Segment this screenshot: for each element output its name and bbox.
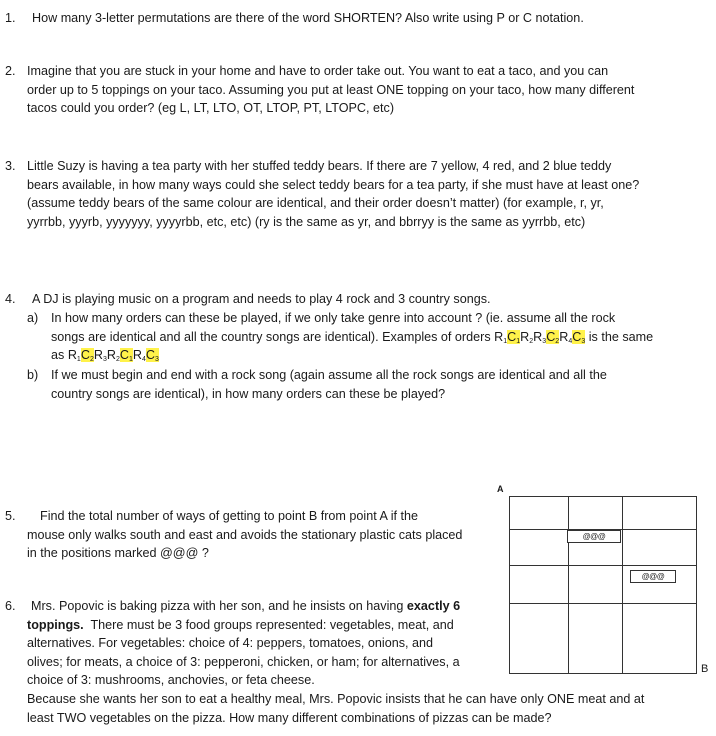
cat-marker: @@@ [630,570,676,583]
part-label: a) [27,311,39,325]
part-label: b) [27,368,39,382]
question-text: A DJ is playing music on a program and needs to play 4 rock and 3 country songs. [32,292,491,306]
question-number: 1. [5,11,16,25]
question-number: 3. [5,159,16,173]
question-line: in the positions marked @@@ ? [27,546,209,561]
question-line: songs are identical and all the country songs are identical). Examples of orders $R_1C_1R_2R_3C_2R_4C_3$ is the same [51,329,654,345]
question-line: (assume teddy bears of the same colour are identical, and their order doesn’t matter) (for example, r, yr, [27,196,604,211]
example-order-1: $R_1C_1R_2R_3C_2R_4C_3$ [494,329,586,345]
question-line: country songs are identical), in how many orders can these be played? [51,386,446,401]
cat-marker: @@@ [567,530,621,543]
question-line: least TWO vegetables on the pizza. How many different combinations of pizzas can be made? [27,710,552,725]
question-line: as $R_1C_2R_3R_2C_1R_4C_3$ [51,348,159,364]
question-line: alternatives. For vegetables: choice of 4: peppers, tomatoes, onions, and [27,636,434,651]
question-text: How many 3-letter permutations are there of the word SHORTEN? Also write using P or C notation. [32,11,584,25]
question-line: mouse only walks south and east and avoids the stationary plastic cats placed [27,527,463,542]
question-line: choice of 3: mushrooms, anchovies, or feta cheese. [27,673,315,688]
question-line: bears available, in how many ways could she select teddy bears for a tea party, if she must have at least one? [27,177,640,192]
question-line: Imagine that you are stuck in your home and have to order take out. You want to eat a taco, and you can [27,64,609,78]
question-line: Because she wants her son to eat a healthy meal, Mrs. Popovic insists that he can have only ONE meat and at [27,691,645,706]
question-line: tacos could you order? (eg L, LT, LTO, OT, LTOP, PT, LTOPC, etc) [27,101,395,116]
question-line: olives; for meats, a choice of 3: pepperoni, chicken, or ham; for alternatives, a [27,654,460,669]
question-number: 2. [5,64,16,78]
question-line: yyrrbb, yyyrb, yyyyyyy, yyyyrbb, etc, etc) (ry is the same as yr, and bbrryy is the same as yyrrbb, etc) [27,214,586,229]
question-number: 5. [5,509,16,523]
question-line: If we must begin and end with a rock song (again assume all the rock songs are identical and all the [51,368,607,382]
question-number: 6. [5,599,16,613]
point-a-label: A [497,484,504,494]
question-line: Little Suzy is having a tea party with her stuffed teddy bears. If there are 7 yellow, 4 red, and 2 blue teddy [27,159,612,173]
question-number: 4. [5,292,16,306]
point-b-label: B [701,663,709,675]
question-line: In how many orders can these be played, if we only take genre into account ? (ie. assume all the rock [51,311,616,325]
example-order-2: $R_1C_2R_3R_2C_1R_4C_3$ [67,348,159,364]
question-line: Mrs. Popovic is baking pizza with her son, and he insists on having exactly 6 [31,599,461,613]
grid-line [510,565,696,566]
question-line: order up to 5 toppings on your taco. Assuming you put at least ONE topping on your taco, how many different [27,82,635,97]
question-line: toppings. There must be 3 food groups represented: vegetables, meat, and [27,617,454,632]
question-line: Find the total number of ways of getting to point B from point A if the [40,509,419,523]
